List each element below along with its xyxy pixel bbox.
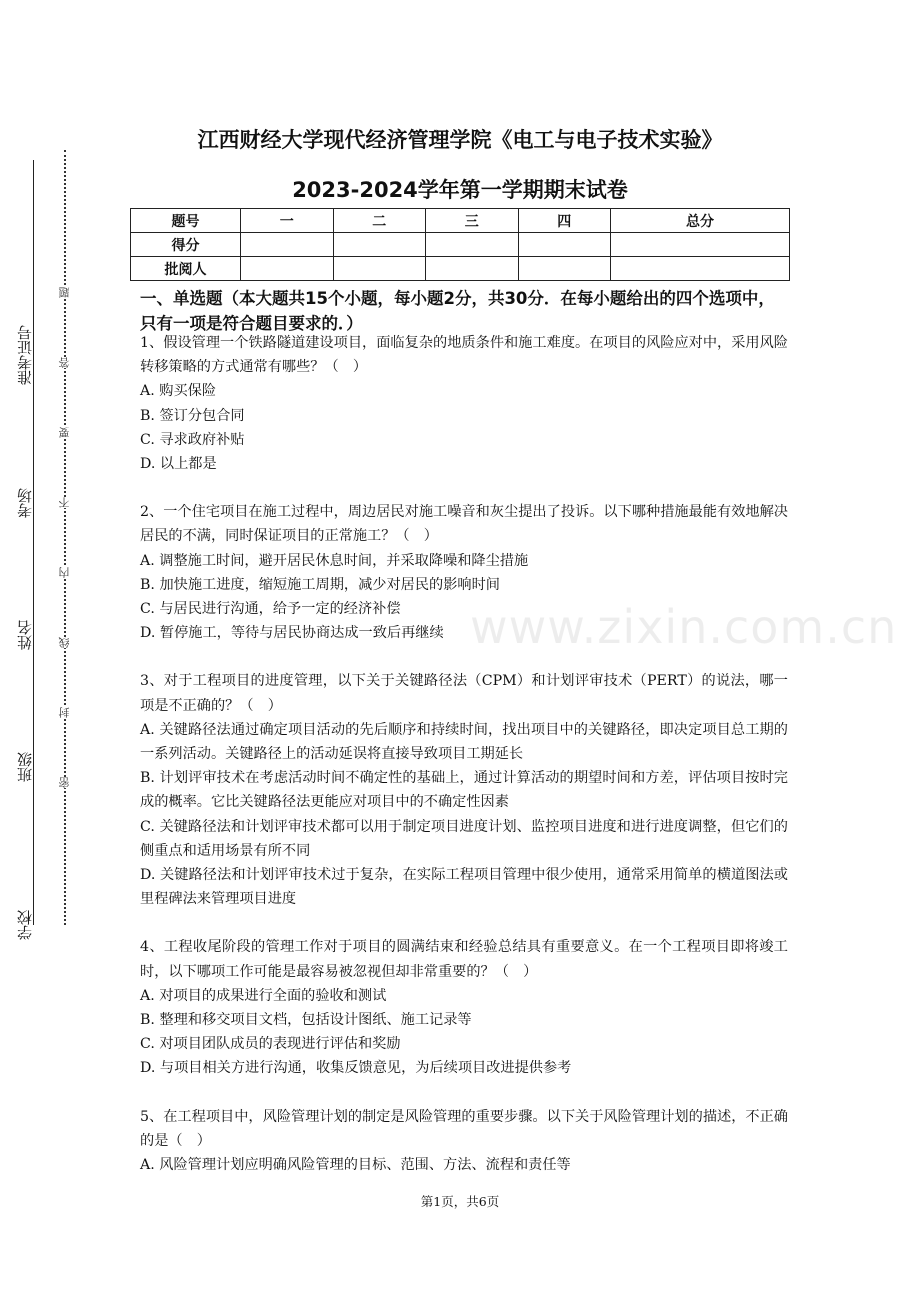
binding-line [33,160,34,925]
row-label: 得分 [131,233,241,257]
option-b: B. 加快施工进度，缩短施工周期，减少对居民的影响时间 [140,576,500,593]
score-table-header-row [131,209,790,233]
reviewer-cell [518,257,611,281]
header-cell: 总分 [611,209,790,233]
seal-char: 要 [56,427,74,438]
reviewer-row [131,257,790,281]
name-label: 姓名 [16,620,34,650]
option-a: A. 关键路径法通过确定项目活动的先后顺序和持续时间，找出项目中的关键路径，即决定项目总工期的一系列活动。关键路径上的活动延误将直接导致项目工期延长 [140,721,788,763]
reviewer-cell [611,257,790,281]
score-table [130,208,790,281]
question-1 [140,331,788,476]
reviewer-cell [241,257,334,281]
question-stem: 5、在工程项目中，风险管理计划的制定是风险管理的重要步骤。以下关于风险管理计划的描述，不正确的是（ ） [140,1108,788,1149]
question-4 [140,935,788,1080]
option-c: C. 寻求政府补贴 [140,431,245,448]
option-b: B. 签订分包合同 [140,407,245,424]
seal-char: 内 [56,567,74,578]
seal-char: 密 [56,777,74,788]
question-5 [140,1105,788,1178]
seal-char: 不 [56,497,74,508]
question-3 [140,669,788,911]
option-c: C. 关键路径法和计划评审技术都可以用于制定项目进度计划、监控项目进度和进行进度调整，但它们的侧重点和适用场景有所不同 [140,818,788,859]
option-d: D. 以上都是 [140,456,217,473]
question-stem: 2、一个住宅项目在施工过程中，周边居民对施工噪音和灰尘提出了投诉。以下哪种措施最能有效地解决居民的不满，同时保证项目的正常施工？（ ） [140,504,788,545]
option-a: A. 风险管理计划应明确风险管理的目标、范围、方法、流程和责任等 [140,1157,571,1174]
option-d: D. 关键路径法和计划评审技术过于复杂，在实际工程项目管理中很少使用，通常采用简单的横道图法或里程碑法来管理项目进度 [140,867,788,908]
option-c: C. 与居民进行沟通，给予一定的经济补偿 [140,601,401,618]
score-cell [518,233,611,257]
watermark-text: www.zixin.com.cn [470,600,898,654]
class-label: 班级 [16,752,34,782]
page-footer: 第1页，共6页 [420,1194,500,1209]
seal-char: 线 [56,637,74,648]
option-b: B. 整理和移交项目文档，包括设计图纸、施工记录等 [140,1012,472,1029]
option-a: A. 调整施工时间，避开居民休息时间，并采取降噪和降尘措施 [140,552,529,569]
row-label: 批阅人 [131,257,241,281]
header-cell: 三 [426,209,519,233]
score-row [131,233,790,257]
option-a: A. 对项目的成果进行全面的验收和测试 [140,987,387,1004]
seal-dotted-line [64,150,66,925]
score-cell [611,233,790,257]
school-label: 学校 [16,910,34,940]
header-cell: 四 [518,209,611,233]
exam-title: 江西财经大学现代经济管理学院《电工与电子技术实验》 [197,128,723,152]
seal-char: 封 [56,707,74,718]
section-heading: 一、单选题（本大题共15个小题，每小题2分，共30分．在每小题给出的四个选项中，只有一项是符合题目要求的．） [140,289,775,333]
exam-number-label: 准考证号 [16,325,34,385]
header-cell: 题号 [131,209,241,233]
question-stem: 3、对于工程项目的进度管理，以下关于关键路径法（CPM）和计划评审技术（PERT）的说法，哪一项是不正确的？（ ） [140,673,788,714]
score-cell [241,233,334,257]
score-cell [426,233,519,257]
header-cell: 一 [241,209,334,233]
seal-char: 题 [56,287,74,298]
header-cell: 二 [333,209,426,233]
option-b: B. 计划评审技术在考虑活动时间不确定性的基础上，通过计算活动的期望时间和方差，评估项目按时完成的概率。它比关键路径法更能应对项目中的不确定性因素 [140,770,788,811]
option-a: A. 购买保险 [140,383,217,400]
exam-room-label: 考场 [16,488,34,518]
seal-char: 答 [56,357,74,368]
exam-subtitle: 2023-2024学年第一学期期末试卷 [292,178,628,202]
reviewer-cell [333,257,426,281]
reviewer-cell [426,257,519,281]
question-stem: 4、工程收尾阶段的管理工作对于项目的圆满结束和经验总结具有重要意义。在一个工程项目即将竣工时，以下哪项工作可能是最容易被忽视但却非常重要的？（ ） [140,939,788,980]
option-d: D. 暂停施工，等待与居民协商达成一致后再继续 [140,625,444,642]
question-stem: 1、假设管理一个铁路隧道建设项目，面临复杂的地质条件和施工难度。在项目的风险应对中，采用风险转移策略的方式通常有哪些？（ ） [140,335,788,376]
option-d: D. 与项目相关方进行沟通，收集反馈意见，为后续项目改进提供参考 [140,1060,572,1077]
question-list [140,331,788,1177]
option-c: C. 对项目团队成员的表现进行评估和奖励 [140,1036,401,1053]
score-cell [333,233,426,257]
